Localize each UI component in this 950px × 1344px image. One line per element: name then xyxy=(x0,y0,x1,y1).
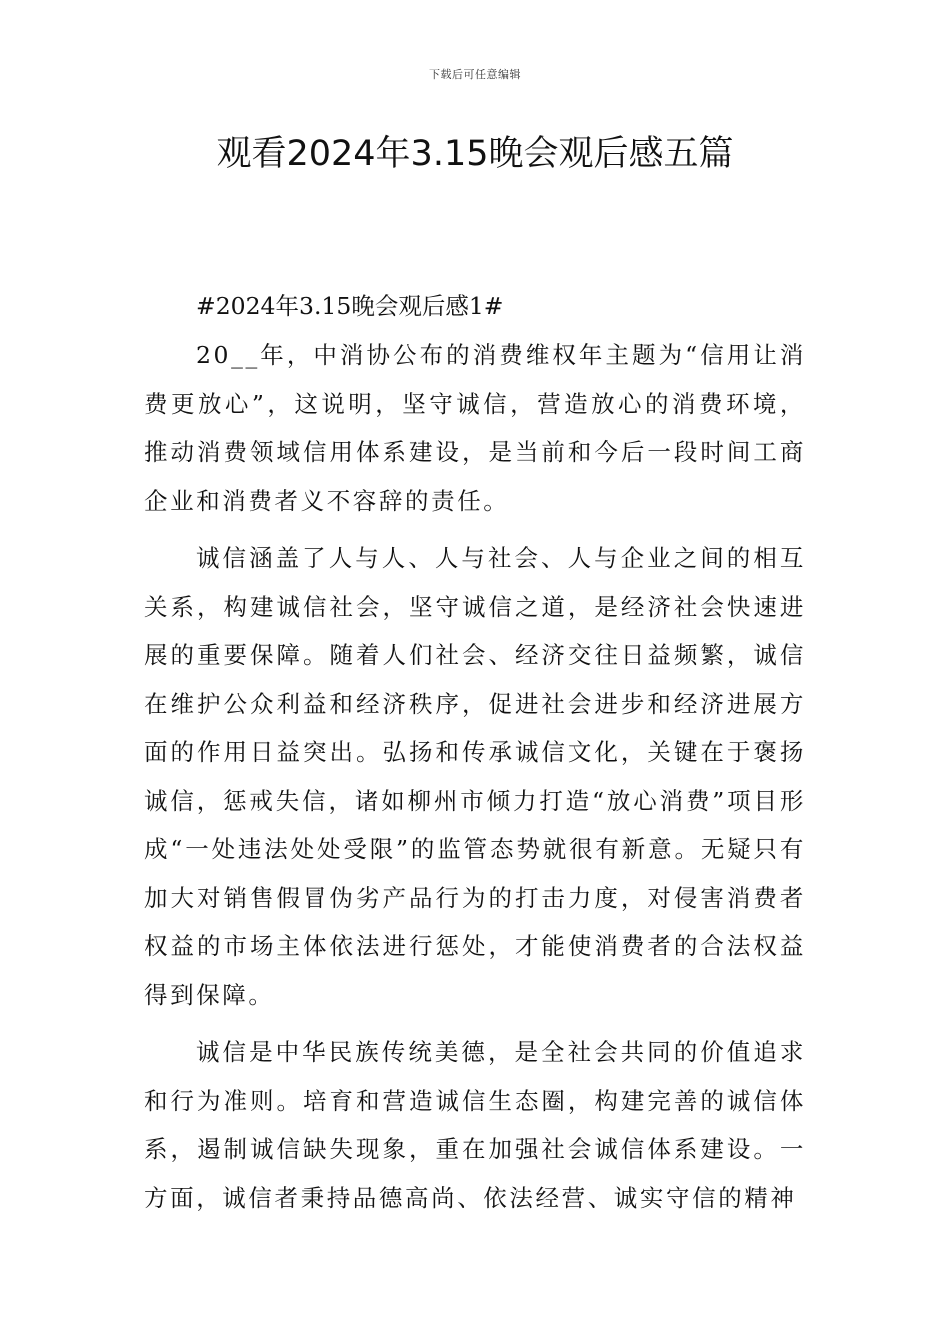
paragraph-2: 诚信涵盖了人与人、人与社会、人与企业之间的相互关系，构建诚信社会，坚守诚信之道，是经济社会快速进展的重要保障。随着人们社会、经济交往日益频繁，诚信在维护公众利益和经济秩序，促进社会进步和经济进展方面的作用日益突出。弘扬和传承诚信文化，关键在于褒扬诚信，惩戒失信，诸如柳州市倾力打造“放心消费”项目形成“一处违法处处受限”的监管态势就很有新意。无疑只有加大对销售假冒伪劣产品行为的打击力度，对侵害消费者权益的市场主体依法进行惩处，才能使消费者的合法权益得到保障。 xyxy=(144,544,806,1009)
paragraph-3: 诚信是中华民族传统美德，是全社会共同的价值追求和行为准则。培育和营造诚信生态圈，构建完善的诚信体系，遏制诚信缺失现象，重在加强社会诚信体系建设。一方面，诚信者秉持品德高尚、依法经营、诚实守信的精神 xyxy=(144,1038,806,1212)
document-title: 观看2024年3.15晚会观后感五篇 xyxy=(216,134,734,174)
section-heading: #2024年3.15晚会观后感1# xyxy=(196,292,504,320)
header-note: 下载后可任意编辑 xyxy=(429,68,521,81)
paragraph-1: 20__年，中消协公布的消费维权年主题为“信用让消费更放心”，这说明，坚守诚信，营造放心的消费环境，推动消费领域信用体系建设，是当前和今后一段时间工商企业和消费者义不容辞的责任。 xyxy=(144,341,806,515)
document-body xyxy=(144,282,806,1222)
